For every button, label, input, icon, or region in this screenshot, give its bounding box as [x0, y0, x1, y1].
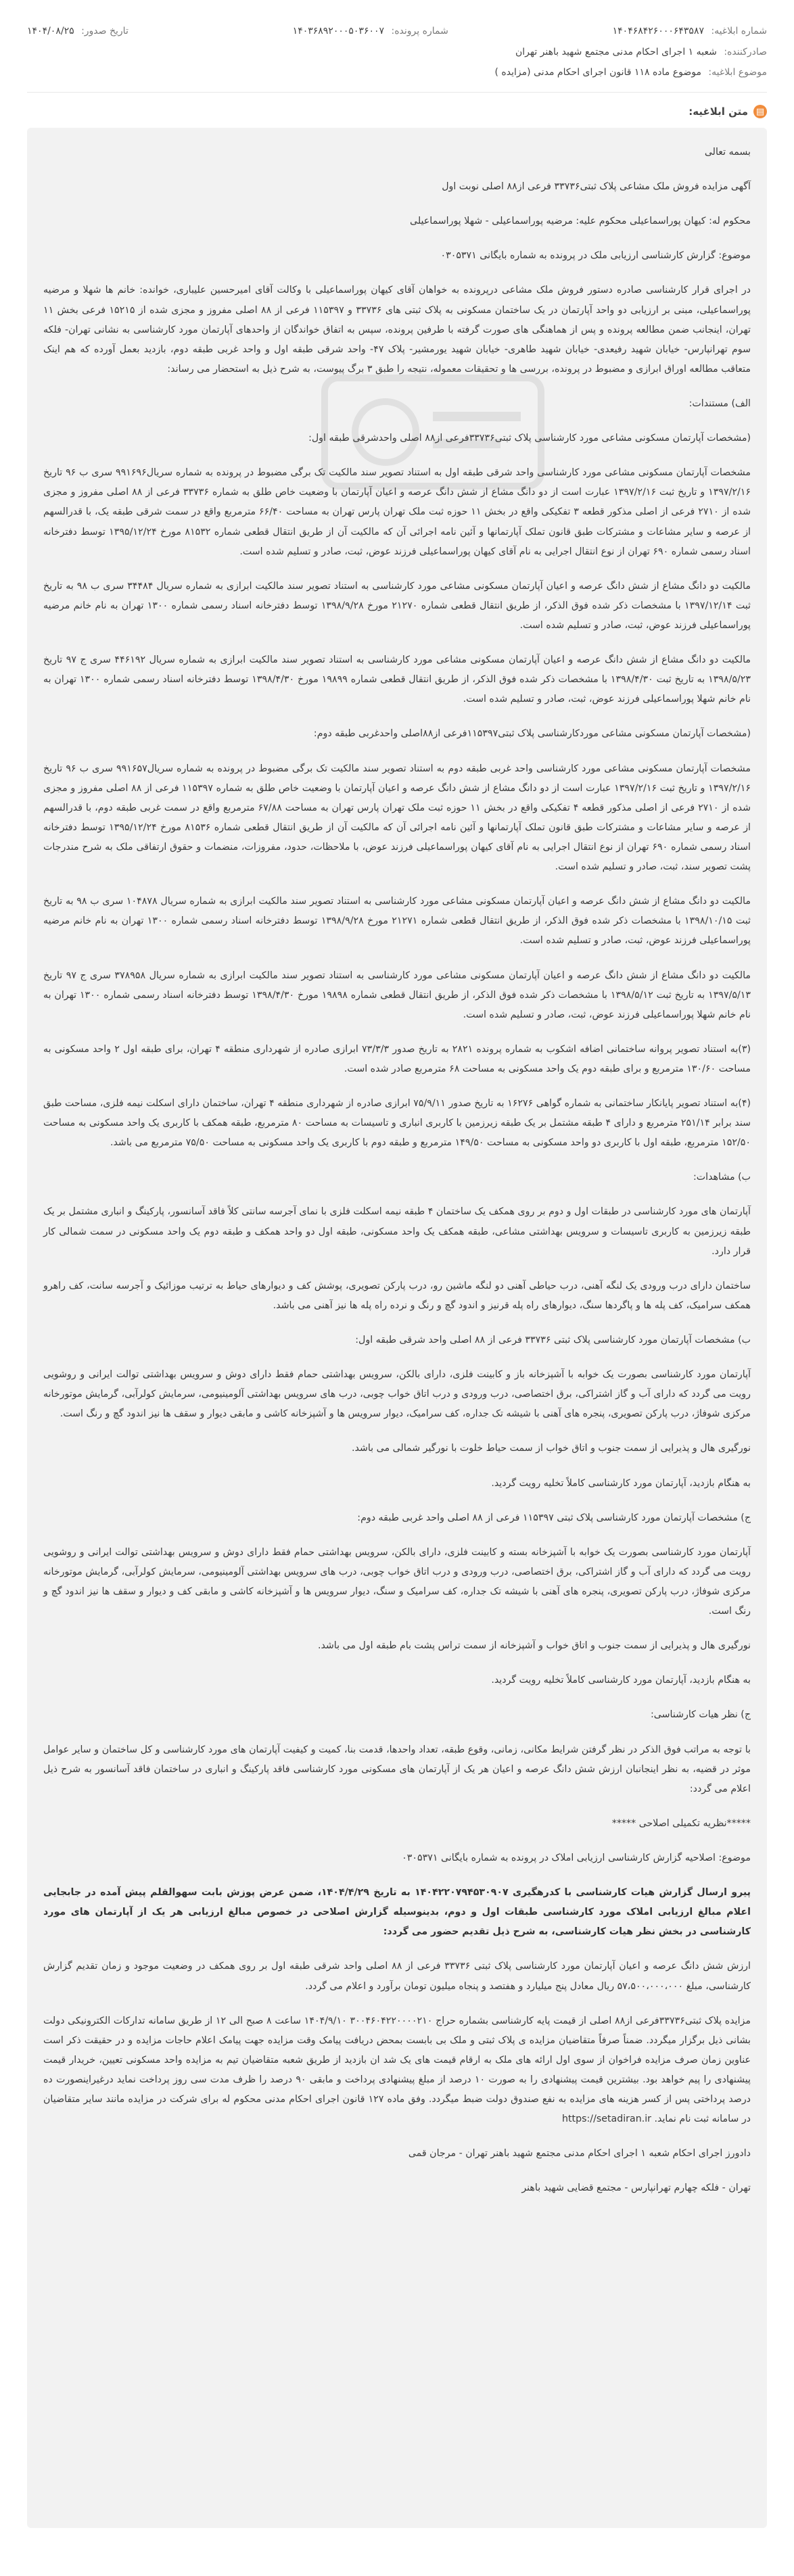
notice-paragraph: آگهی مزایده فروش ملک مشاعی پلاک ثبتی۳۳۷۳۶ فرعی از۸۸ اصلی نوبت اول — [442, 181, 751, 193]
notice-paragraph: نورگیری هال و پذیرایی از سمت جنوب و اتاق خواب و آشپزخانه از سمت تراس پشت بام طبقه اول می باشد. — [317, 1640, 751, 1652]
document-icon: ▤ — [753, 105, 767, 118]
notice-paragraph: ساختمان دارای درب ورودی یک لنگه آهنی، درب حیاطی آهنی دو لنگه ماشین رو، درب پارکن تصویری، پوشش کف و دیوارهای حیاط به ترتیب موزائیک و آجرسه سانت، کف راهرو همکف سرامیک، کف پله ها و پاگردها سنگ، دیوارهای راه پله قرنیز و اندود گچ و رنگ و نرده راه پله ها نیز آهنی می باشد. — [43, 1280, 751, 1311]
notice-paragraph: مالکیت دو دانگ مشاع از شش دانگ عرصه و اعیان آپارتمان مسکونی مشاعی مورد کارشناسی به استناد تصویر سند مالکیت ابرازی به شماره سریال ۱۰۴۸۷۸ سری ب ۹۸ به تاریخ ثبت ۱۳۹۸/۱۰/۱۵ با مشخصات ذکر شده فوق الذکر، از طریق انتقال قطعی شماره ۲۱۲۷۱ مورخ ۱۳۹۸/۹/۲۸ توسط دفترخانه اسناد رسمی شماره ۱۳۰۰ تهران به نام خانم مرضیه پوراسماعیلی فرزند عوض، ثبت، صادر و تسلیم شده است. — [43, 896, 751, 947]
issuer-row — [0, 42, 794, 62]
notice-paragraph: ارزش شش دانگ عرصه و اعیان آپارتمان مورد کارشناسی پلاک ثبتی ۳۳۷۳۶ فرعی از ۸۸ اصلی واحد شرقی طبقه اول بر روی همکف در وضعیت موجود و زمان تقدیم گزارش کارشناسی، مبلغ ۵۷،۵۰۰،۰۰۰،۰۰۰ ریال معادل پنج میلیارد و هفتصد و پنجاه میلیون تومان برآورد و اعلام می گردد. — [43, 1961, 751, 1992]
divider — [27, 92, 767, 93]
notice-paragraph: مالکیت دو دانگ مشاع از شش دانگ عرصه و اعیان آپارتمان مسکونی مشاعی مورد کارشناسی به استناد تصویر سند مالکیت ابرازی به شماره سریال ۳۴۴۸۴ سری ب ۹۸ به تاریخ ثبت ۱۳۹۷/۱۲/۱۴ با مشخصات ذکر شده فوق الذکر، از طریق انتقال قطعی شماره ۲۱۲۷۰ مورخ ۱۳۹۸/۹/۲۸ توسط دفترخانه اسناد رسمی شماره ۱۳۰۰ تهران به نام خانم مرضیه پوراسماعیلی فرزند عوض، ثبت، صادر و تسلیم شده است. — [43, 580, 751, 631]
notice-paragraph: *****نظریه تکمیلی اصلاحی ***** — [611, 1817, 751, 1829]
notice-paragraph: آپارتمان های مورد کارشناسی در طبقات اول و دوم بر روی همکف یک ساختمان ۴ طبقه نیمه اسکلت فلزی با نمای آجرسه سانتی کلاً فاقد آسانسور، پارکینگ و انباری مشتمل بر یک طبقه زیرزمین به کاربری تاسیسات و سرویس بهداشتی مشاعی، طبقه همکف یک واحد مسکونی، طبقه اول دو واحد همکف و طبقه دوم یک واحد مسکونی در سمت شمالی کار قرار دارد. — [43, 1206, 751, 1257]
notice-paragraph: محکوم له: کیهان پوراسماعیلی محکوم علیه: مرضیه پوراسماعیلی - شهلا پوراسماعیلی — [410, 216, 751, 227]
issuer-value: شعبه ۱ اجرای احکام مدنی مجتمع شهید باهنر تهران — [515, 47, 717, 57]
case-number-value: ۱۴۰۳۶۸۹۲۰۰۰۵۰۳۶۰۰۷ — [292, 26, 385, 37]
notice-paragraph: تهران - فلکه چهارم تهرانپارس - مجتمع قضایی شهید باهنر — [521, 2183, 751, 2194]
issue-date-value: ۱۴۰۴/۰۸/۲۵ — [27, 26, 74, 37]
notice-paragraph: آپارتمان مورد کارشناسی بصورت یک خوابه با آشپزخانه بسته و کابینت فلزی، دارای بالکن، سرویس بهداشتی حمام فقط دارای دوش و سرویس بهداشتی توالت ایرانی و روشویی رویت می گردد که دارای آب و گاز اشتراکی، برق اختصاصی، درب ورودی و درب اتاق خواب چوبی، درب های سرویس بهداشتی آلومینیومی، سرمایش کولرآبی، گرمایش موتورخانه مرکزی شوفاژ، درب پارکن تصویری، پنجره های آهنی با شیشه تک جداره، کف سرامیک و سنگ، دیوار سرویس ها و آشپزخانه کاشی و مابقی کف و دیوار و سقف ها نیز اندود گچ و رنگ است. — [43, 1546, 751, 1617]
notice-paragraph: در اجرای قرار کارشناسی صادره دستور فروش ملک مشاعی درپرونده به خواهان آقای کیهان پوراسماعیلی با وکالت آقای امیرحسین علیباری، خوانده: خانم ها شهلا و مرضیه پوراسماعیلی، مبنی بر ارزیابی دو واحد آپارتمان در یک ساختمان مسکونی به پلاک ثبتی های ۳۳۷۳۶ و ۱۱۵۳۹۷ فرعی از ۸۸ اصلی مفروز و مجزی شده از ۱۵۲۱۵ فرعی بخش ۱۱ تهران، اینجانب ضمن مطالعه پرونده و پس از هماهنگی های صورت گرفته با طرفین پرونده، سپس به اتفاق خواندگان از واحدهای آپارتمان مورد کارشناسی به نشانی تهران- فلکه سوم تهرانپارس- خیابان شهید رفیعدی- خیابان شهید طاهری- خیابان شهید یورمشیر- پلاک ۴۷- واحد شرقی طبقه اول و واحد غربی طبقه دوم، بازدید بعمل آورده که هم اینک متعاقب مطالعه اوراق ابرازی و مضبوط در پرونده، بررسی ها و تحقیقات معموله، نتیجه را طبق ۳ برگ پیوست، به شرح ذیل به استحضار می رساند: — [43, 285, 751, 375]
section-header — [0, 99, 794, 128]
notice-paragraph: به هنگام بازدید، آپارتمان مورد کارشناسی کاملاً تخلیه رویت گردید. — [491, 1675, 751, 1686]
notice-paragraph: (۴)به استناد تصویر پایانکار ساختمانی به شماره گواهی ۱۶۲۷۶ به تاریخ صدور ۷۵/۹/۱۱ ابرازی صادره از شهرداری منطقه ۴ تهران، ساختمان دارای اسکلت نیمه فلزی، مساحت طبق سند برابر ۲۵۱/۱۴ مترمربع و دارای ۴ طبقه مشتمل بر یک طبقه زیرزمین با کاربری انباری و تاسیسات به مساحت ۸۰ مترمربع، طبقه همکف با کاربری یک واحد مسکونی به مساحت ۱۵۲/۵۰ مترمربع، طبقه اول با کاربری دو واحد مسکونی به مساحت ۱۴۹/۵۰ مترمربع و طبقه دوم با کاربری یک واحد مسکونی به مساحت ۷۵/۵۰ مترمربع می باشد. — [43, 1098, 751, 1149]
issuer-label: صادرکننده: — [724, 47, 767, 57]
notice-paragraph: موضوع: گزارش کارشناسی ارزیابی ملک در پرونده به شماره بایگانی ۰۳۰۵۳۷۱ — [440, 250, 751, 262]
notice-paragraph: مشخصات آپارتمان مسکونی مشاعی مورد کارشناسی واحد غربی طبقه دوم به استناد تصویر سند مالکیت تک برگی مضبوط در پرونده به شماره سریال۹۹۱۶۵۷ سری ب ۹۶ تاریخ ۱۳۹۷/۲/۱۶ و تاریخ ثبت ۱۳۹۷/۲/۱۶ عبارت است از دو دانگ مشاع از شش دانگ عرصه و اعیان آپارتمان با وضعیت خاص طلق به شماره ۱۱۵۳۹۷ فرعی از ۸۸ اصلی مفروز و مجزی شده از ۲۷۱۰ فرعی از اصلی مذکور قطعه ۴ تفکیکی واقع در بخش ۱۱ حوزه ثبت ملک تهران پارس تهران به مساحت ۶۷/۸۸ مترمربع واقع در سمت غربی طبقه دوم، با قدرالسهم از عرصه و سایر مشاعات و مشترکات طبق قانون تملک آپارتمانها و آئین نامه اجرائی آن که مالکیت آن از طریق انتقال قطعی شماره ۸۱۵۳۶ مورخ ۱۳۹۵/۱۲/۲۴ توسط دفترخانه اسناد رسمی شماره ۶۹۰ تهران از نوع انتقال اجرایی به نام آقای کیهان پوراسماعیلی فرزند عوض، با ملاحظات، حدود، مفروزات، منضمات و حقوق ارتفاقی ملک به شرح مندرجات پشت تصویر سند، ثبت، صادر و تسلیم شده است. — [43, 763, 751, 873]
issue-date — [27, 26, 129, 37]
notice-paragraph: پیرو ارسال گزارش هیات کارشناسی با کدرهگیری ۱۴۰۴۲۲۰۷۹۴۵۳۰۹۰۷ به تاریخ ۱۴۰۴/۴/۲۹، ضمن عرض پوزش بابت سهوالقلم پیش آمده در جابجایی اعلام مبالغ ارزیابی املاک مورد کارشناسی طبقات اول و دوم، بدینوسیله گزارش اصلاحی در خصوص مبالغ ارزیابی هر یک از آپارتمان های مورد کارشناسی در بخش نظر هیات کارشناسی، به شرح ذیل تقدیم حضور می گردد: — [43, 1887, 751, 1938]
subject-row — [0, 62, 794, 82]
notice-paragraph: مالکیت دو دانگ مشاع از شش دانگ عرصه و اعیان آپارتمان مسکونی مشاعی مورد کارشناسی به استناد تصویر سند مالکیت ابرازی به شماره سریال ۴۴۶۱۹۲ سری ج ۹۷ تاریخ ۱۳۹۸/۵/۲۳ به تاریخ ثبت ۱۳۹۸/۴/۳۰ با مشخصات ذکر شده فوق الذکر، از طریق انتقال قطعی شماره ۱۹۸۹۹ مورخ ۱۳۹۸/۴/۳۰ توسط دفترخانه اسناد رسمی شماره ۱۳۰۰ تهران به نام خانم شهلا پوراسماعیلی فرزند عوض، ثبت، صادر و تسلیم شده است. — [43, 654, 751, 705]
notice-paragraph: دادورز اجرای احکام شعبه ۱ اجرای احکام مدنی مجتمع شهید باهنر تهران - مرجان قمی — [408, 2148, 751, 2160]
notice-paragraph: مالکیت دو دانگ مشاع از شش دانگ عرصه و اعیان آپارتمان مسکونی مشاعی مورد کارشناسی به استناد تصویر سند مالکیت ابرازی به شماره سریال ۳۷۸۹۵۸ سری ج ۹۷ تاریخ ۱۳۹۷/۵/۱۳ به تاریخ ثبت ۱۳۹۸/۵/۱۲ با مشخصات ذکر شده فوق الذکر، از طریق انتقال قطعی شماره ۱۹۸۹۸ مورخ ۱۳۹۸/۴/۳۰ توسط دفترخانه اسناد رسمی شماره ۱۳۰۰ تهران به نام خانم شهلا پوراسماعیلی فرزند عوض، ثبت، صادر و تسلیم شده است. — [43, 970, 751, 1020]
notice-paragraph: بسمه تعالی — [704, 147, 751, 158]
notice-paragraph: نورگیری هال و پذیرایی از سمت جنوب و اتاق خواب از سمت حیاط خلوت با نورگیر شمالی می باشد. — [352, 1443, 751, 1454]
case-number — [293, 26, 448, 37]
notice-paragraph: مشخصات آپارتمان مسکونی مشاعی مورد کارشناسی واحد شرقی طبقه اول به استناد تصویر سند مالکیت تک برگی مضبوط در پرونده به شماره سریال۹۹۱۶۹۶ سری ب ۹۶ تاریخ ۱۳۹۷/۲/۱۶ و تاریخ ثبت ۱۳۹۷/۲/۱۶ عبارت است از دو دانگ مشاع از شش دانگ عرصه و اعیان آپارتمان با وضعیت خاص طلق به شماره ۳۳۷۳۶ فرعی از ۸۸ اصلی مفروز و مجزی شده از ۲۷۱۰ فرعی از اصلی مذکور قطعه ۳ تفکیکی واقع در بخش ۱۱ حوزه ثبت ملک تهران پارس تهران به مساحت ۶۶/۴۰ مترمربع واقع در سمت شرقی طبقه یک، با قدرالسهم از عرصه و سایر مشاعات و مشترکات طبق قانون تملک آپارتمانها و آئین نامه اجرائی آن که مالکیت آن از طریق انتقال قطعی شماره ۸۱۵۳۲ مورخ ۱۳۹۵/۱۲/۲۴ توسط دفترخانه اسناد رسمی شماره ۶۹۰ تهران از نوع انتقال اجرایی به نام آقای کیهان پوراسماعیلی فرزند عوض، ثبت، صادر و تسلیم شده است. — [43, 467, 751, 557]
notice-paragraph: (۳)به استناد تصویر پروانه ساختمانی اضافه اشکوب به شماره پرونده ۲۸۲۱ به تاریخ صدور ۷۳/۳/۳ ابرازی صادره از شهرداری منطقه ۴ تهران، برای طبقه اول ۲ واحد مسکونی به مساحت ۱۳۰/۶۰ مترمربع و برای طبقه دوم یک واحد مسکونی به مساحت ۶۸ مترمربع صادر شده است. — [43, 1043, 751, 1074]
notice-paragraph: ب) مشخصات آپارتمان مورد کارشناسی پلاک ثبتی ۳۳۷۳۶ فرعی از ۸۸ اصلی واحد شرقی طبقه اول: — [355, 1335, 751, 1346]
notice-paragraph: آپارتمان مورد کارشناسی بصورت یک خوابه با آشپزخانه باز و کابینت فلزی، دارای بالکن، سرویس بهداشتی حمام فقط دارای دوش و سرویس بهداشتی توالت ایرانی و روشویی رویت می گردد که دارای آب و گاز اشتراکی، برق اختصاصی، درب ورودی و درب اتاق خواب چوبی، درب های سرویس بهداشتی آلومینیومی، سرمایش کولرآبی، گرمایش موتورخانه مرکزی شوفاژ، درب پارکن تصویری، پنجره های آهنی با شیشه تک جداره، کف سرامیک، دیوار سرویس ها و آشپزخانه کاشی و مابقی دیوار و سقف ها نیز اندود گچ و رنگ است. — [43, 1369, 751, 1420]
notice-paragraph: ج) نظر هیات کارشناسی: — [651, 1709, 751, 1721]
notice-paragraph: ب) مشاهدات: — [693, 1172, 751, 1183]
notice-paragraphs — [43, 143, 751, 2199]
section-title: متن ابلاغیه: — [688, 105, 748, 118]
notice-paragraph: (مشخصات آپارتمان مسکونی مشاعی موردکارشناسی پلاک ثبتی۱۱۵۳۹۷فرعی از۸۸اصلی واحدغربی طبقه دوم: — [313, 728, 751, 740]
notice-paragraph: به هنگام بازدید، آپارتمان مورد کارشناسی کاملاً تخلیه رویت گردید. — [491, 1477, 751, 1489]
notice-text-box — [27, 128, 767, 2528]
meta-top-row — [0, 0, 794, 42]
notice-paragraph: موضوع: اصلاحیه گزارش کارشناسی ارزیابی املاک در پرونده به شماره بایگانی ۰۳۰۵۳۷۱ — [402, 1853, 751, 1863]
notice-paragraph: الف) مستندات: — [688, 398, 751, 409]
notice-meta — [0, 0, 794, 82]
issue-date-label: تاریخ صدور: — [81, 26, 129, 37]
case-number-label: شماره پرونده: — [391, 26, 448, 37]
subject-value: موضوع ماده ۱۱۸ قانون اجرای احکام مدنی (مزایده ) — [494, 67, 701, 78]
subject-label: موضوع ابلاغیه: — [708, 67, 767, 78]
notice-number-label: شماره ابلاغیه: — [711, 26, 767, 37]
notice-number — [613, 26, 767, 37]
notice-paragraph: مزایده پلاک ثبتی۳۳۷۳۶فرعی از۸۸ اصلی از قیمت پایه کارشناسی بشماره حراج ۳۰۰۴۶۰۴۲۲۰۰۰۰۲۱۰ ۱۴۰۴/۹/۱۰ ساعت ۸ صبح الی ۱۲ از طریق سامانه تدارکات الکترونیکی دولت بشانی ذیل برگزار میگردد. ضمناً صرفاً متقاضیان مزایده ی پلاک ثبتی و ملک بی بابست بمحض دریافت پیامک وقت مزایده جهت پیامک اعلام حاجات مزایده و در حقیقت ذکر است عناوین زمان صرف مزایده فراخوان از سوی اول ارائه های ملک به ارقام قیمت های یک شد ان بازدید از طریق شعبه متقاضیان تیم به مزایده واحد مسکونی تعیین، خریدار قیمت پیشنهادی را پیم خواهد بود. بیشترین قیمت پیشنهادی را به صورت ۱۰ درصد از مبلغ پیشنهادی پرداخت و مابقی ۹۰ درصد را ظرف مدت سی روز پرداخت نماید درغیراینصورت ده درصد پرداختی پس از کسر هزینه های مزایده به نفع صندوق دولت ضبط میگردد. وفق ماده ۱۲۷ قانون اجرای احکام مدنی محکوم له برای شرکت در مزایده مانند سایر متقاضیان در سامانه ثبت نام نماید. https://setadiran.ir — [43, 2015, 751, 2125]
notice-paragraph: با توجه به مراتب فوق الذکر در نظر گرفتن شرایط مکانی، زمانی، وقوع طبقه، تعداد واحدها، قدمت بنا، کمیت و کیفیت آپارتمان های مورد کارشناسی و کل ساختمان و سایر عوامل موثر در قضیه، به نظر اینجانبان ارزش شش دانگ عرصه و اعیان هر یک از آپارتمان های مسکونی مورد کارشناسی فاقد پارکینگ و انباری در ساختمان فاقد آسانسور به شرح ذیل اعلام می گردد: — [43, 1744, 751, 1794]
notice-paragraph: ج) مشخصات آپارتمان مورد کارشناسی پلاک ثبتی ۱۱۵۳۹۷ فرعی از ۸۸ اصلی واحد غربی طبقه دوم: — [357, 1512, 751, 1523]
notice-paragraph: (مشخصات آپارتمان مسکونی مشاعی مورد کارشناسی پلاک ثبتی۳۳۷۳۶فرعی از۸۸ اصلی واحدشرقی طبقه اول: — [308, 433, 751, 444]
notice-number-value: ۱۴۰۴۶۸۴۲۶۰۰۰۶۴۳۵۸۷ — [612, 26, 704, 37]
